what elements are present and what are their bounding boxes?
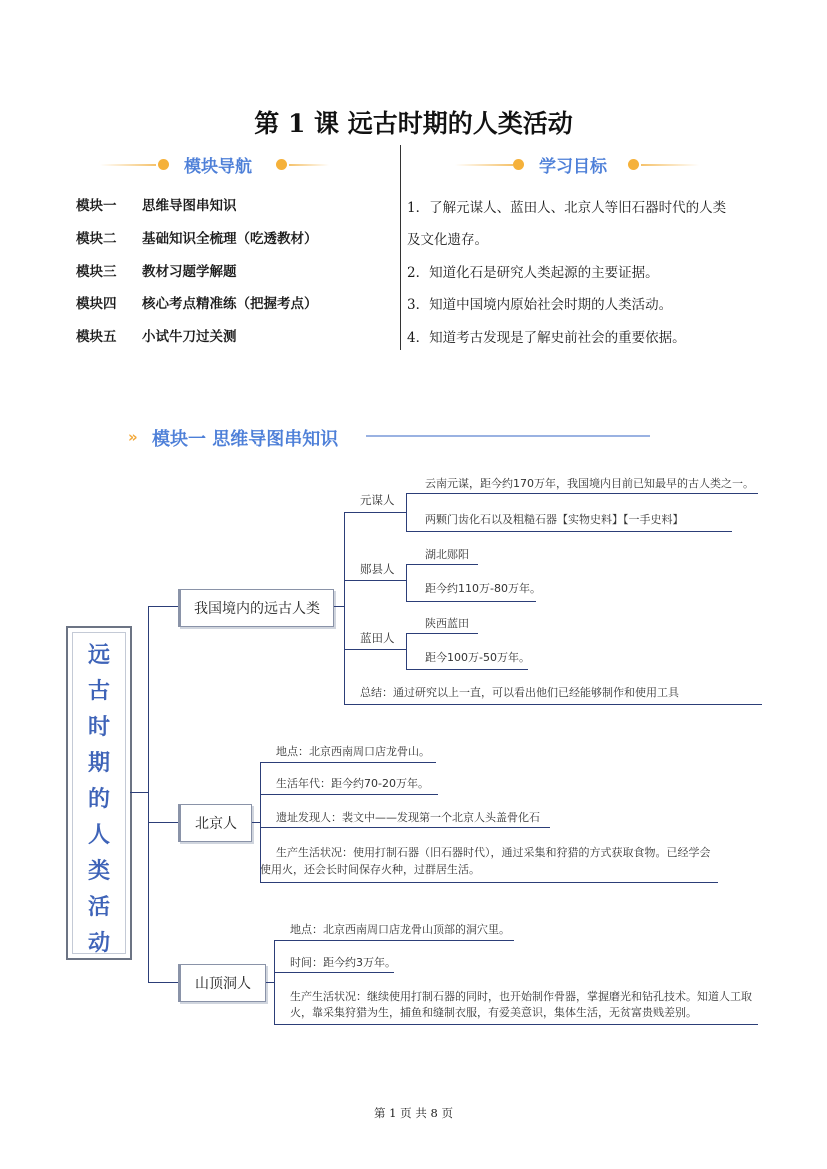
connector <box>148 822 178 823</box>
decor-line <box>641 164 699 166</box>
nav-heading: 模块导航 <box>184 157 252 177</box>
connector <box>406 564 407 601</box>
nav-header <box>100 152 310 178</box>
leaf-text: 生产生活状况：使用打制石器（旧石器时代），通过采集和狩猎的方式获取食物。已经学会 <box>276 846 711 859</box>
connector <box>130 792 148 793</box>
goal-line: 1．了解元谋人、蓝田人、北京人等旧石器时代的人类 <box>407 200 727 216</box>
connector <box>260 882 718 883</box>
root-char: 期 <box>87 751 110 776</box>
leaf-text: 湖北郧阳 <box>425 548 469 561</box>
heading-underline <box>366 435 650 437</box>
branch-upper-cave-man: 山顶洞人 <box>178 964 266 1002</box>
connector <box>148 606 178 607</box>
root-char: 类 <box>87 859 110 884</box>
goal-line: 3．知道中国境内原始社会时期的人类活动。 <box>407 297 673 313</box>
nav-item[interactable]: 模块二 基础知识全梳理（吃透教材） <box>76 231 318 247</box>
leaf-text: 生活年代：距今约70-20万年。 <box>276 777 429 790</box>
goals-header <box>455 152 705 178</box>
root-char: 动 <box>87 931 110 956</box>
decor-line <box>455 164 513 166</box>
root-char: 活 <box>87 895 110 920</box>
goal-line: 2．知道化石是研究人类起源的主要证据。 <box>407 265 659 281</box>
leaf-text: 地点：北京西南周口店龙骨山顶部的洞穴里。 <box>290 923 510 936</box>
connector <box>148 606 149 982</box>
leaf-text: 云南元谋，距今约170万年，我国境内目前已知最早的古人类之一。 <box>425 477 754 490</box>
root-char: 的 <box>87 787 110 812</box>
leaf-text: 火，靠采集狩猎为生，捕鱼和缝制衣服，有爱美意识，集体生活，无贫富贵贱差别。 <box>290 1006 697 1019</box>
leaf-text: 地点：北京西南周口店龙骨山。 <box>276 745 430 758</box>
branch-peking-man: 北京人 <box>178 804 252 842</box>
nav-item[interactable]: 模块四 核心考点精准练（把握考点） <box>76 296 318 312</box>
dot-icon <box>276 159 287 170</box>
leaf-text: 遗址发现人：裴文中——发现第一个北京人头盖骨化石 <box>276 811 540 824</box>
leaf-text: 陕西蓝田 <box>425 617 469 630</box>
connector <box>406 493 758 494</box>
root-char: 人 <box>87 823 110 848</box>
root-char: 古 <box>87 679 110 704</box>
connector <box>344 580 406 581</box>
goal-line: 及文化遗存。 <box>407 232 488 248</box>
page-footer: 第 1 页 共 8 页 <box>374 1106 453 1120</box>
column-divider <box>400 145 401 350</box>
connector <box>406 564 478 565</box>
decor-line <box>100 164 156 166</box>
yuanmou-label: 元谋人 <box>360 493 395 507</box>
nav-item[interactable]: 模块三 教材习题学解题 <box>76 264 237 280</box>
connector <box>252 822 260 823</box>
connector <box>260 762 436 763</box>
root-char: 远 <box>87 643 110 668</box>
dot-icon <box>158 159 169 170</box>
leaf-text: 使用火，还会长时间保存火种，过群居生活。 <box>260 863 480 876</box>
root-char: 时 <box>87 715 110 740</box>
connector <box>334 606 344 607</box>
connector <box>344 704 762 705</box>
connector <box>344 649 406 650</box>
connector <box>406 633 478 634</box>
connector <box>266 982 274 983</box>
connector <box>406 531 732 532</box>
goals-heading: 学习目标 <box>539 157 607 177</box>
connector <box>260 827 550 828</box>
connector <box>406 601 536 602</box>
yunxian-label: 郧县人 <box>360 562 395 576</box>
connector <box>344 512 406 513</box>
lantian-label: 蓝田人 <box>360 631 395 645</box>
nav-item[interactable]: 模块五 小试牛刀过关测 <box>76 329 237 345</box>
connector <box>274 972 394 973</box>
connector <box>260 794 438 795</box>
connector <box>274 940 514 941</box>
dot-icon <box>513 159 524 170</box>
branch-ancient-humans: 我国境内的远古人类 <box>178 589 334 627</box>
nav-item[interactable]: 模块一 思维导图串知识 <box>76 198 237 214</box>
connector <box>406 669 528 670</box>
double-chevron-icon: » <box>128 428 134 446</box>
mindmap-root <box>66 626 132 960</box>
leaf-text: 距今约110万-80万年。 <box>425 582 541 595</box>
connector <box>406 493 407 531</box>
goal-line: 4．知道考古发现是了解史前社会的重要依据。 <box>407 330 686 346</box>
connector <box>406 633 407 669</box>
decor-line <box>289 164 329 166</box>
leaf-text: 时间：距今约3万年。 <box>290 956 396 969</box>
summary-text: 总结：通过研究以上一直，可以看出他们已经能够制作和使用工具 <box>360 686 679 699</box>
leaf-text: 两颗门齿化石以及粗糙石器【实物史料】【一手史料】 <box>425 513 684 526</box>
connector <box>274 1024 758 1025</box>
page-title: 第 1 课 远古时期的人类活动 <box>254 109 573 138</box>
connector <box>274 940 275 1024</box>
connector <box>344 512 345 704</box>
leaf-text: 生产生活状况：继续使用打制石器的同时，也开始制作骨器，掌握磨光和钻孔技术。知道人工取 <box>290 990 752 1003</box>
dot-icon <box>628 159 639 170</box>
connector <box>148 982 178 983</box>
leaf-text: 距今100万-50万年。 <box>425 651 530 664</box>
